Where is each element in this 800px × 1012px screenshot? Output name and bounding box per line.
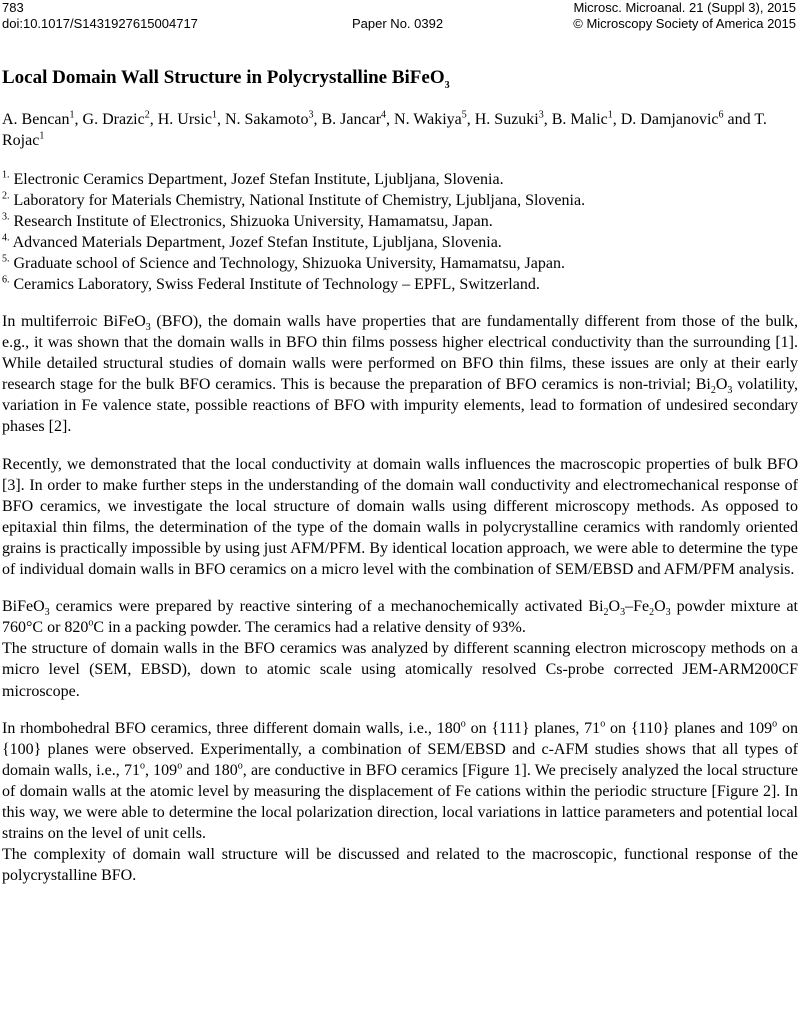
author: N. Sakamoto$^3$ xyxy=(224,109,314,128)
affiliation-list xyxy=(2,169,798,295)
author: G. Drazic$^2$ xyxy=(82,109,150,128)
paragraph-methods: The structure of domain walls in the BFO ceramics was analyzed by different scanning electron microscopy methods on a micro level (SEM, EBSD), down to atomic scale using atomically resolved Cs-probe corrected JEM-ARM200CF microscope. xyxy=(2,640,798,700)
paragraph-intro: In multiferroic BiFeO$_3$ (BFO), the domain walls have properties that are fundamentally different from those of the bulk, e.g., it was shown that the domain walls in BFO thin films possess higher electrical conductivity than the surrounding [1]. While detailed structural studies of domain walls were performed on BFO thin films, these issues are only at their early research stage for the bulk BFO ceramics. This is because the preparation of BFO ceramics is non-trivial; $Bi_2O_3$ volatility, variation in Fe valence state, possible reactions of BFO with impurity elements, lead to formation of undesired secondary phases [2]. xyxy=(2,313,798,436)
doi: doi:10.1017/S1431927615004717 xyxy=(2,16,198,31)
page-number: 783 xyxy=(2,0,24,15)
author: N. Wakiya$^5$ xyxy=(394,109,467,128)
copyright: © Microscopy Society of America 2015 xyxy=(573,16,796,31)
author: H. Suzuki$^3$ xyxy=(474,109,544,128)
paragraph-conclusion: The complexity of domain wall structure will be discussed and related to the macroscopic, functional response of the polycrystalline BFO. xyxy=(2,846,798,885)
author: B. Malic$^1$ xyxy=(551,109,613,128)
author: B. Jancar$^4$ xyxy=(321,109,387,128)
affiliation: $^{3.}$ Research Institute of Electronics, Shizuoka University, Hamamatsu, Japan. xyxy=(2,211,493,230)
paragraph-motivation: Recently, we demonstrated that the local conductivity at domain walls influences the macroscopic properties of bulk BFO [3]. In order to make further steps in the understanding of the domain wall conductivity and electromechanical response of BFO ceramics, we investigate the local structure of domain walls using different microscopy methods. As opposed to epitaxial thin films, the determination of the type of the domain walls in polycrystalline ceramics with randomly oriented grains is practically impossible by using just AFM/PFM. By identical location approach, we were able to determine the type of individual domain walls in BFO ceramics on a micro level with the combination of SEM/EBSD and AFM/PFM analysis. xyxy=(2,455,798,579)
author: T. Rojac$^1$ xyxy=(2,111,767,149)
author-list: A. Bencan$^1$, G. Drazic$^2$, H. Ursic$^1$, N. Sakamoto$^3$, B. Jancar$^4$, N. Wakiya$^5$, H. Suzuki$^3$, B. Malic$^1$, D. Damjanovic$^6$ and T. Rojac$^1$ xyxy=(2,109,767,149)
paper-title: Local Domain Wall Structure in Polycrystalline BiFeO$_3$ xyxy=(2,67,450,91)
affiliation: $^{5.}$ Graduate school of Science and Technology, Shizuoka University, Hamamatsu, Japan. xyxy=(2,253,565,272)
affiliation: $^{4.}$ Advanced Materials Department, Jozef Stefan Institute, Ljubljana, Slovenia. xyxy=(2,232,502,251)
author: H. Ursic$^1$ xyxy=(157,109,217,128)
paragraph-preparation: BiFeO$_3$ ceramics were prepared by reactive sintering of a mechanochemically activated $Bi_2O_3-Fe_2O_3$ powder mixture at 760°C or 820$^o$C in a packing powder. The ceramics had a relative density of 93%. xyxy=(2,598,799,637)
journal-citation: Microsc. Microanal. 21 (Suppl 3), 2015 xyxy=(573,0,796,15)
paper-body xyxy=(2,66,798,886)
author: D. Damjanovic$^6$ xyxy=(620,109,724,128)
paper-number: Paper No. 0392 xyxy=(352,16,444,31)
affiliation: $^{6.}$ Ceramics Laboratory, Swiss Federal Institute of Technology – EPFL, Switzerland. xyxy=(2,274,540,293)
affiliation: $^{1.}$ Electronic Ceramics Department, Jozef Stefan Institute, Ljubljana, Slovenia. xyxy=(2,169,504,188)
author: A. Bencan$^1$ xyxy=(2,109,75,128)
paragraph-results: In rhombohedral BFO ceramics, three different domain walls, i.e., 180$^o$ on {111} planes, 71$^o$ on {110} planes and 109$^o$ on {100} planes were observed. Experimentally, a combination of SEM/EBSD and c-AFM studies shows that all types of domain walls, i.e., 71$^o$, 109$^o$ and 180$^o$, are conductive in BFO ceramics [Figure 1]. We precisely analyzed the local structure of domain walls at the atomic level by measuring the displacement of Fe cations within the periodic structure [Figure 2]. In this way, we were able to determine the local polarization direction, local variations in lattice parameters and potential local strains on the level of unit cells. xyxy=(2,718,799,843)
affiliation: $^{2.}$ Laboratory for Materials Chemistry, National Institute of Chemistry, Ljubljana, Slovenia. xyxy=(2,190,586,209)
